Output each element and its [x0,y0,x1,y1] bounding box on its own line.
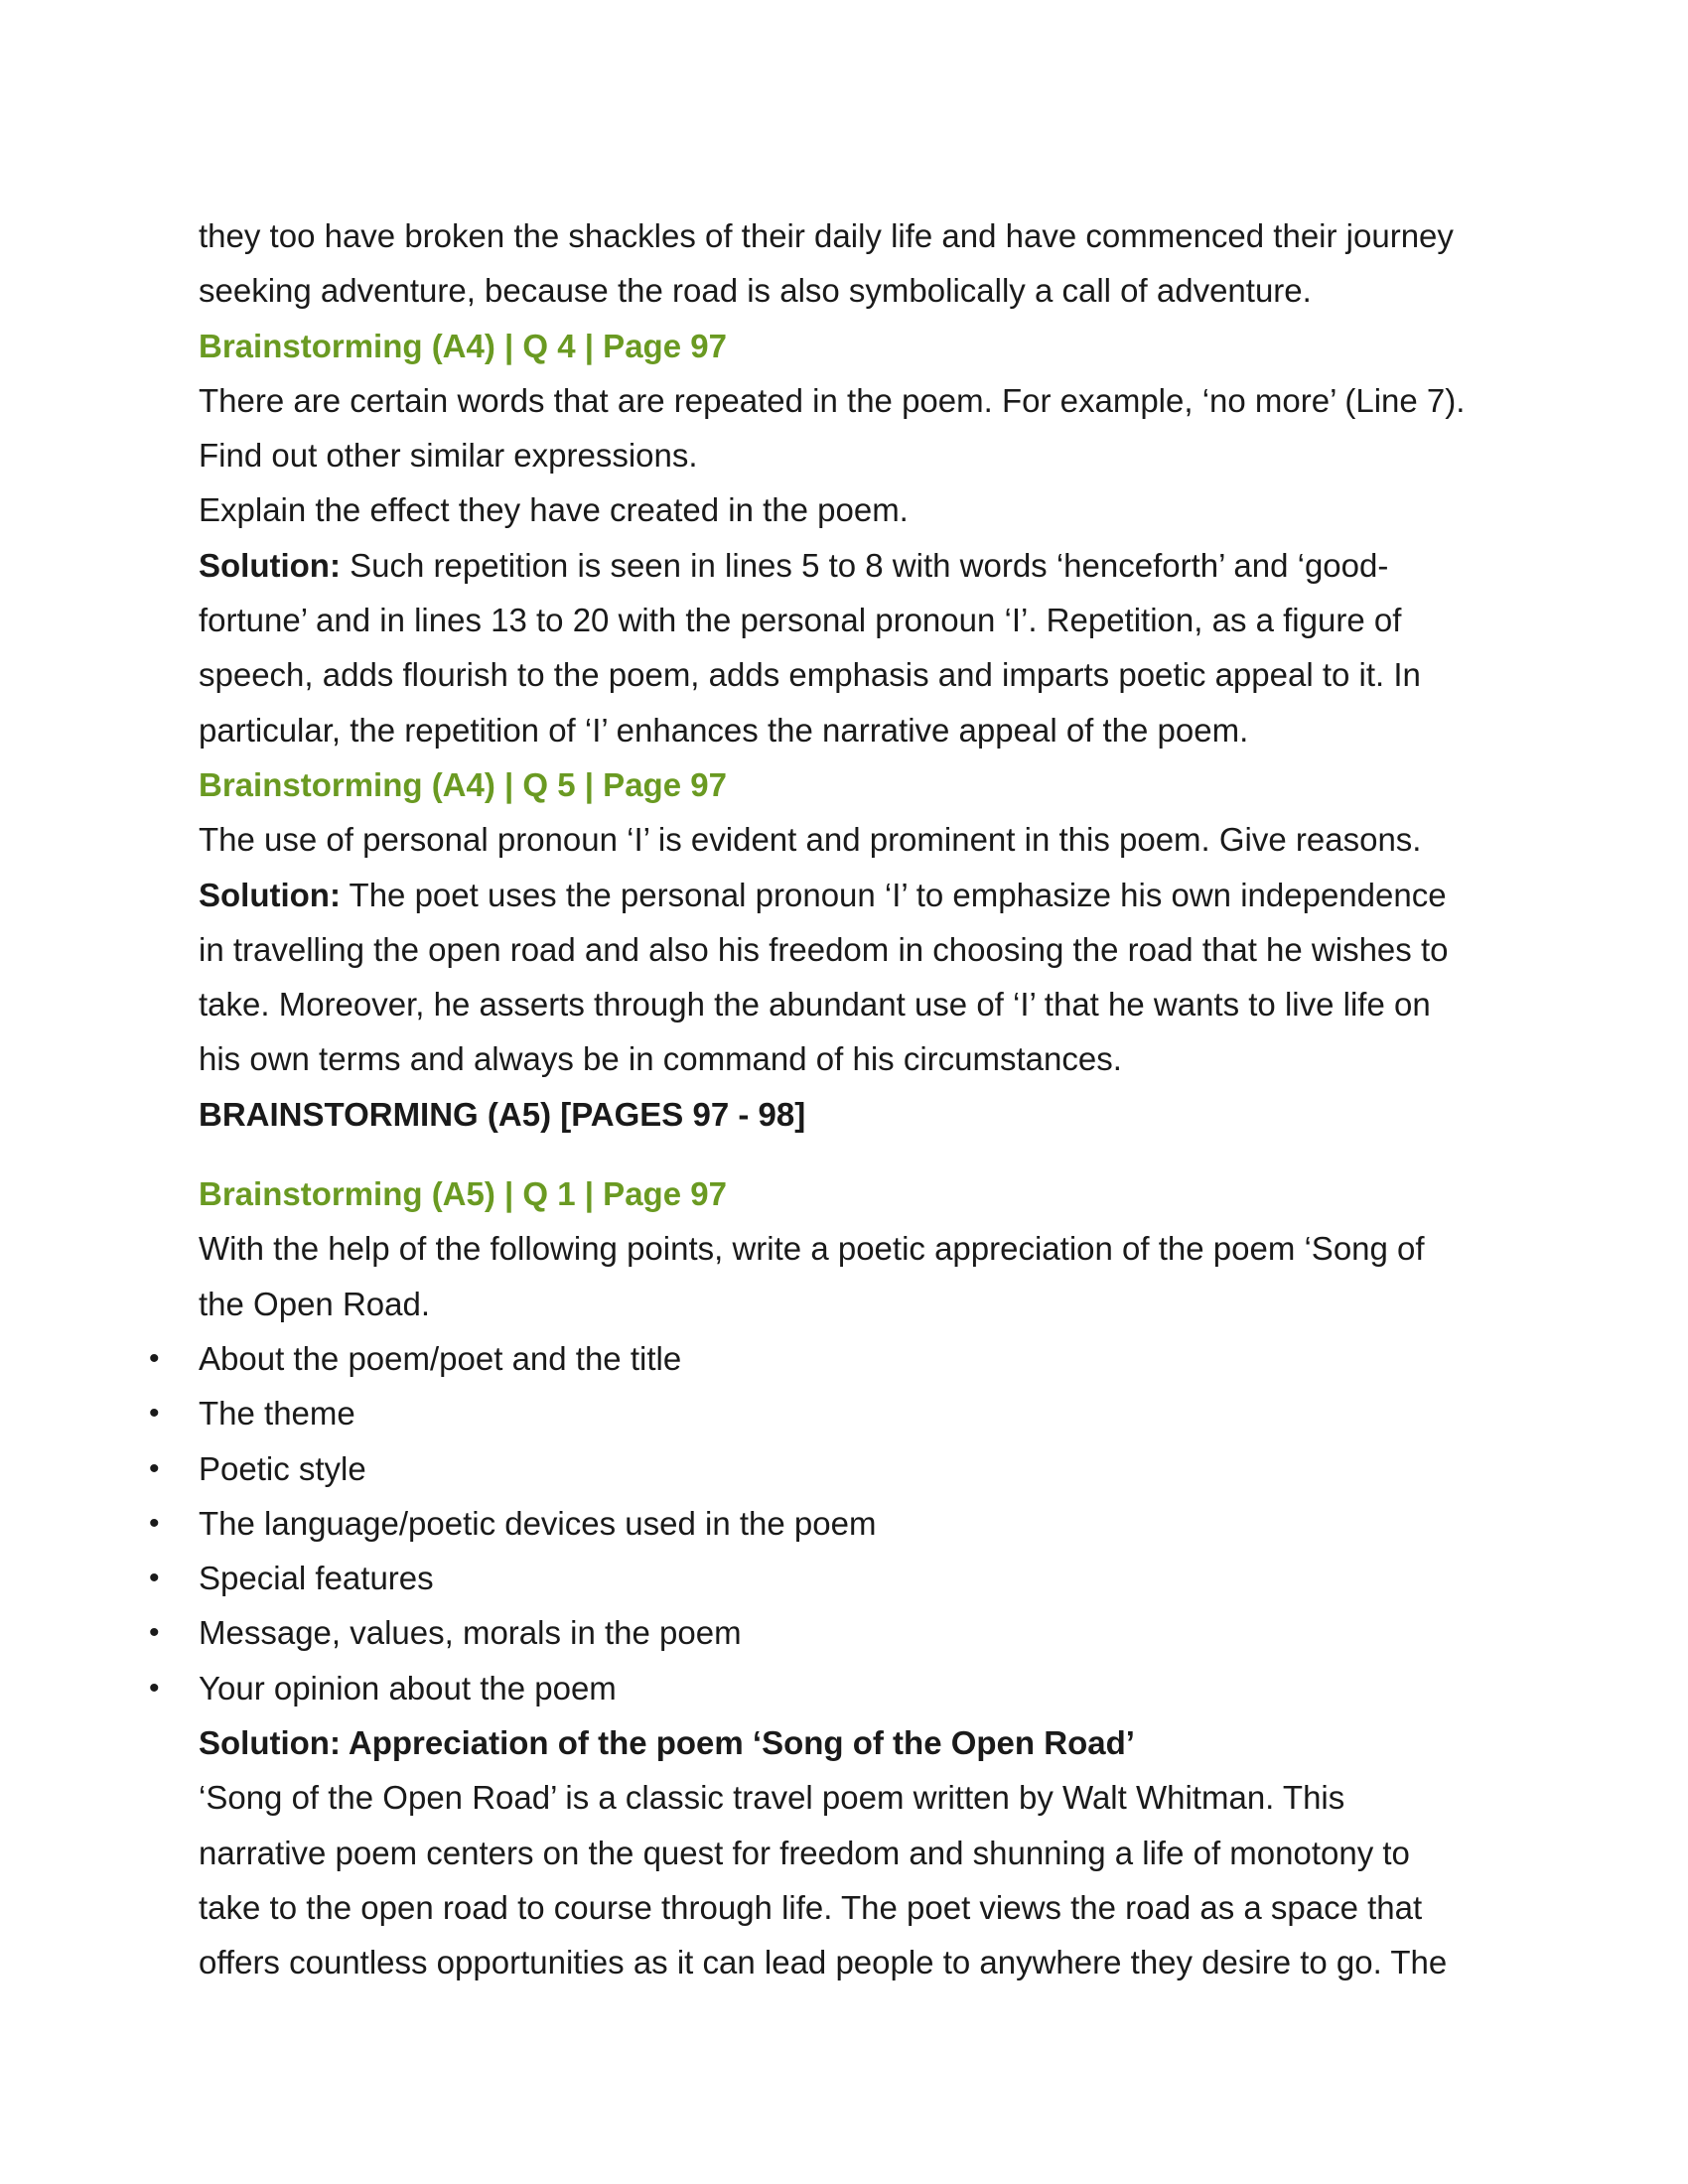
a5-section-heading: BRAINSTORMING (A5) [PAGES 97 - 98] [199,1095,806,1133]
q4-heading: Brainstorming (A4) | Q 4 | Page 97 [199,327,727,364]
q5-question-line-1: The use of personal pronoun ‘I’ is evident and prominent in this poem. Give reasons. [199,821,1422,859]
list-item-text: Poetic style [199,1449,366,1487]
list-item-text: Message, values, morals in the poem [199,1614,742,1652]
q4-question-line-2: Find out other similar expressions. [199,437,698,475]
q4-solution-line-1 [199,538,1509,593]
a5-solution-line-1: ‘Song of the Open Road’ is a classic travel poem written by Walt Whitman. This [199,1779,1345,1817]
appreciation-points-list [149,1331,1509,1715]
q4-solution-line-2: fortune’ and in lines 13 to 20 with the personal pronoun ‘I’. Repetition, as a figure of [199,602,1402,639]
q5-solution-line-2: in travelling the open road and also his freedom in choosing the road that he wishes to [199,930,1449,968]
list-item-text: About the poem/poet and the title [199,1339,682,1377]
bullet-icon: • [149,1506,160,1540]
q5-solution-label: Solution: [199,876,341,913]
list-item [149,1661,1509,1715]
q5-solution-line-3: take. Moreover, he asserts through the abundant use of ‘I’ that he wants to live life on [199,986,1431,1024]
list-item-text: Your opinion about the poem [199,1669,617,1706]
a5-solution-line-3: take to the open road to course through life. The poet views the road as a space that [199,1888,1423,1926]
q5-solution-line-1 [199,868,1509,922]
a5-q1-heading: Brainstorming (A5) | Q 1 | Page 97 [199,1175,727,1213]
a5-question-line-2: the Open Road. [199,1285,430,1322]
bullet-icon: • [149,1451,160,1485]
list-item [149,1441,1509,1496]
q4-question-line-3: Explain the effect they have created in the poem. [199,491,909,529]
list-item [149,1496,1509,1551]
q5-solution-text-1: The poet uses the personal pronoun ‘I’ to emphasize his own independence [340,876,1447,913]
list-item-text: The language/poetic devices used in the poem [199,1504,877,1542]
q4-solution-text-1: Such repetition is seen in lines 5 to 8 with words ‘henceforth’ and ‘good- [340,546,1389,584]
list-item [149,1331,1509,1386]
list-item-text: Special features [199,1560,434,1597]
q4-solution-line-3: speech, adds flourish to the poem, adds emphasis and imparts poetic appeal to it. In [199,656,1421,694]
intro-line-1: they too have broken the shackles of their daily life and have commenced their journey [199,217,1454,254]
a5-solution-line-4: offers countless opportunities as it can lead people to anywhere they desire to go. The [199,1944,1448,1981]
list-item [149,1386,1509,1440]
q4-solution-line-4: particular, the repetition of ‘I’ enhances the narrative appeal of the poem. [199,711,1249,749]
list-item-text: The theme [199,1395,355,1433]
q4-solution-label: Solution: [199,546,341,584]
bullet-icon: • [149,1616,160,1650]
section-spacer [199,1142,1509,1166]
list-item [149,1551,1509,1605]
a5-solution-line-2: narrative poem centers on the quest for freedom and shunning a life of monotony to [199,1834,1410,1871]
a5-question-line-1: With the help of the following points, write a poetic appreciation of the poem ‘Song of [199,1230,1425,1268]
bullet-icon: • [149,1397,160,1431]
bullet-icon: • [149,1671,160,1705]
document-body [149,208,1509,1990]
q5-solution-line-4: his own terms and always be in command of his circumstances. [199,1040,1122,1078]
intro-line-2: seeking adventure, because the road is also symbolically a call of adventure. [199,272,1312,310]
q5-heading: Brainstorming (A4) | Q 5 | Page 97 [199,765,727,803]
bullet-icon: • [149,1341,160,1375]
list-item [149,1605,1509,1660]
q4-question-line-1: There are certain words that are repeated in the poem. For example, ‘no more’ (Line 7). [199,381,1466,419]
a5-solution-heading: Solution: Appreciation of the poem ‘Song of the Open Road’ [199,1724,1135,1762]
bullet-icon: • [149,1562,160,1595]
